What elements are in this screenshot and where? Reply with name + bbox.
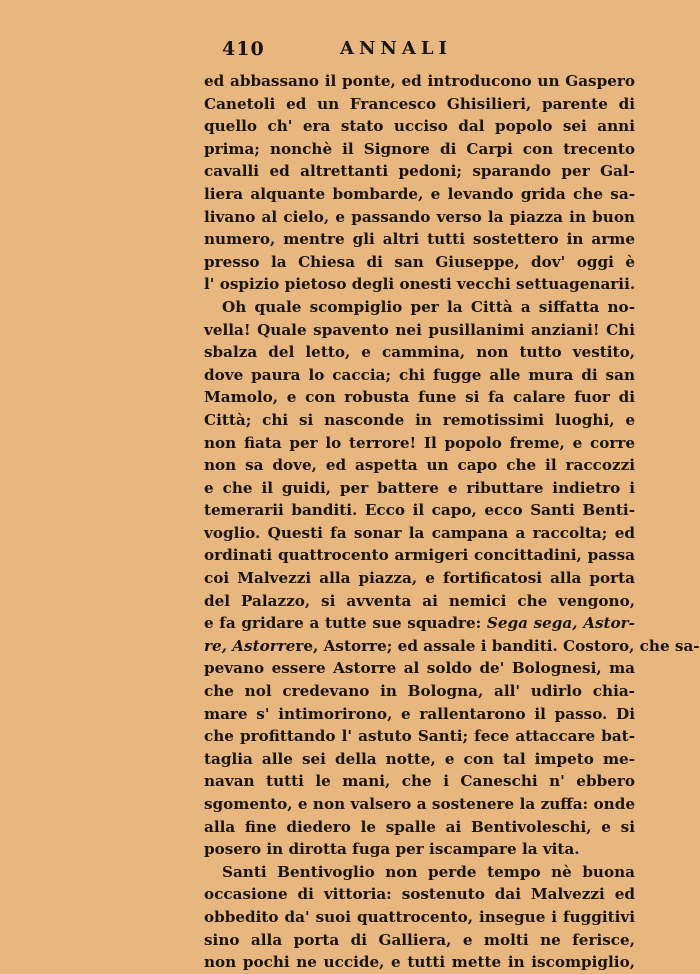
- text-line: sino alla porta di Galliera, e molti ne ferisce,: [204, 930, 635, 949]
- text-line: presso la Chiesa di san Giuseppe, dov' oggi è: [204, 252, 635, 271]
- text-line: temerarii banditi. Ecco il capo, ecco Santi Benti-: [204, 501, 635, 520]
- text-line: navan tutti le mani, che i Caneschi n' ebbero: [204, 772, 635, 791]
- text-line: livano al cielo, e passando verso la piazza in buon: [204, 207, 635, 226]
- text-line: che profittando l' astuto Santi; fece attaccare bat-: [204, 727, 635, 746]
- page-number: 410: [222, 38, 265, 60]
- text-line: sgomento, e non valsero a sostenere la zuffa: onde: [204, 795, 635, 813]
- text-line: Mamolo, e con robusta fune si fa calare fuor di: [204, 388, 635, 407]
- text-line-with-cry: [204, 612, 635, 635]
- text-line: obbedito da' suoi quattrocento, insegue i fuggitivi: [204, 907, 635, 926]
- text-line: posero in dirotta fuga per iscampare la vita.: [204, 840, 580, 859]
- text-line: e che il guidi, per battere e ributtare indietro i: [204, 478, 635, 497]
- page-header: [222, 38, 482, 62]
- text-line: non pochi ne uccide, e tutti mette in iscompiglio,: [204, 953, 635, 972]
- text-line: taglia alle sei della notte, e con tal impeto me-: [204, 749, 635, 768]
- text-line: Canetoli ed un Francesco Ghisilieri, parente di: [204, 94, 635, 113]
- text-line: pevano essere Astorre al soldo de' Bolognesi, ma: [204, 659, 635, 678]
- text-line: vella! Quale spavento nei pusillanimi anziani! Chi: [204, 320, 635, 339]
- text-line: ordinati quattrocento armigeri concittadini, passa: [204, 546, 635, 565]
- text-line: Città; chi si nasconde in remotissimi luoghi, e: [204, 410, 635, 429]
- text-line: non fiata per lo terrore! Il popolo freme, e corre: [204, 433, 635, 452]
- text-line: prima; nonchè il Signore di Carpi con trecento: [204, 139, 635, 158]
- text-segment: re, Astorre; ed assale i banditi. Costoro, che sa-: [295, 636, 700, 655]
- text-line: non sa dove, ed aspetta un capo che il raccozzi: [204, 456, 635, 475]
- text-line: mare s' intimorirono, e rallentarono il passo. Di: [204, 704, 635, 723]
- running-title: ANNALI: [340, 38, 452, 59]
- text-line: l' ospizio pietoso degli onesti vecchi settuagenarii.: [204, 275, 636, 294]
- text-line: coi Malvezzi alla piazza, e fortificatosi alla porta: [204, 569, 635, 588]
- text-line: occasione di vittoria: sostenuto dai Malvezzi ed: [204, 885, 635, 904]
- text-line: voglio. Questi fa sonar la campana a raccolta; ed: [204, 523, 635, 542]
- text-line: ed abbassano il ponte, ed introducono un Gaspero: [204, 72, 635, 90]
- paragraph-start-line: Santi Bentivoglio non perde tempo nè buona: [222, 862, 635, 881]
- text-line-with-cry: [204, 635, 700, 658]
- text-line: quello ch' era stato ucciso dal popolo sei anni: [204, 117, 635, 136]
- text-line: sbalza del letto, e cammina, non tutto vestito,: [204, 343, 635, 362]
- text-line: cavalli ed altrettanti pedoni; sparando per Gal-: [204, 162, 635, 181]
- body-text: [204, 70, 700, 974]
- text-line: liera alquante bombarde, e levando grida che sa-: [204, 184, 635, 203]
- text-segment: e fa gridare a tutte sue squadre:: [204, 614, 487, 633]
- italic-cry: re, Astorre: [204, 636, 296, 655]
- text-line: alla fine diedero le spalle ai Bentivoleschi, e si: [204, 817, 635, 836]
- text-line: dove paura lo caccia; chi fugge alle mura di san: [204, 365, 635, 384]
- text-line: del Palazzo, si avventa ai nemici che vengono,: [204, 591, 635, 610]
- text-line: numero, mentre gli altri tutti sostettero in arme: [204, 230, 635, 249]
- text-line: che nol credevano in Bologna, all' udirlo chia-: [204, 682, 635, 701]
- paragraph-start-line: Oh quale scompiglio per la Città a siffatta no-: [222, 297, 635, 316]
- italic-cry: Sega sega, Astor-: [486, 614, 635, 633]
